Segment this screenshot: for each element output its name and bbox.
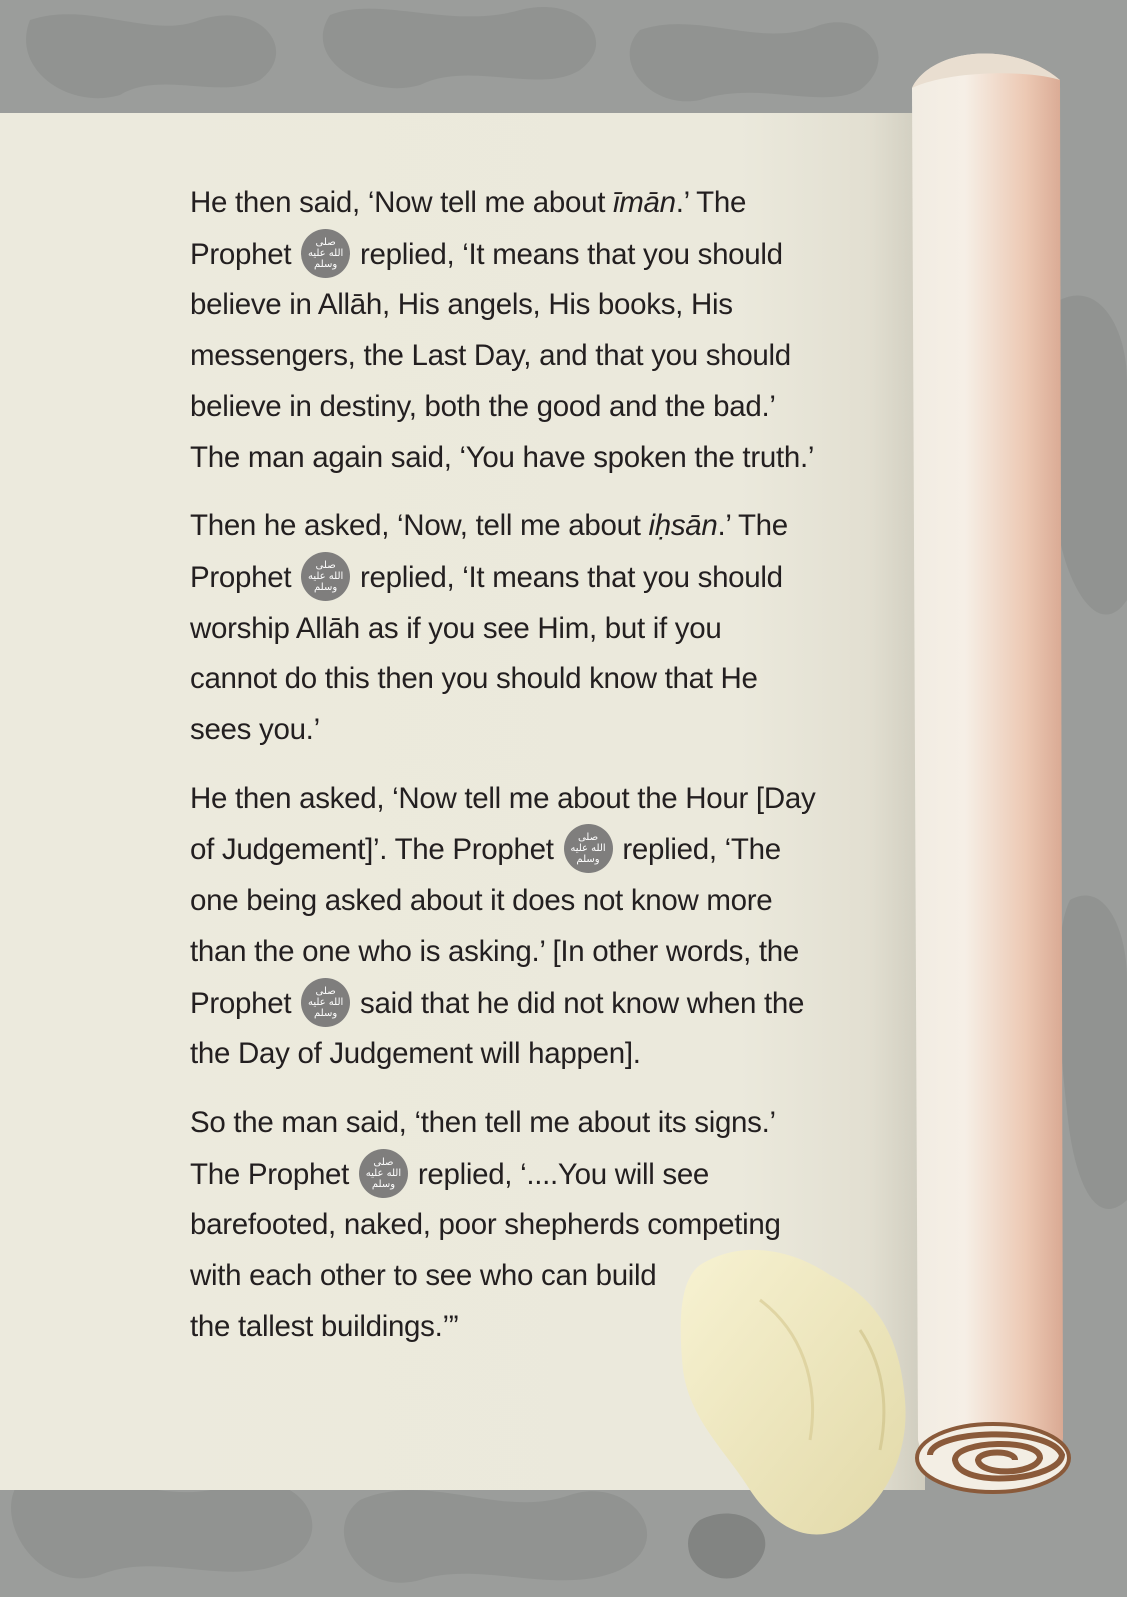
salawat-calligraphy-icon: صلى الله عليه وسلم	[301, 978, 350, 1027]
text-line: cannot do this then you should know that He	[190, 662, 758, 696]
text-line: The man again said, ‘You have spoken the truth.’	[190, 440, 815, 474]
text-line: with each other to see who can build	[190, 1259, 657, 1293]
text-line: of Judgement]’. The Prophet صلى الله عليه وسلم replied, ‘The	[190, 824, 870, 876]
story-text	[190, 178, 870, 1370]
text-line: The Prophet صلى الله عليه وسلم replied, ‘....You will see	[190, 1149, 870, 1201]
paragraph-hour	[190, 774, 870, 1080]
text-line: Prophet صلى الله عليه وسلم replied, ‘It means that you should	[190, 552, 870, 604]
text-line: barefooted, naked, poor shepherds competing	[190, 1208, 781, 1242]
paragraph-signs	[190, 1098, 870, 1353]
text-line: So the man said, ‘then tell me about its signs.’	[190, 1105, 776, 1139]
text-line: the tallest buildings.’”	[190, 1309, 459, 1343]
salawat-calligraphy-icon: صلى الله عليه وسلم	[301, 229, 350, 278]
text-line: He then said, ‘Now tell me about īmān.’ The	[190, 186, 747, 219]
text-line: one being asked about it does not know more	[190, 884, 773, 918]
text-line: Then he asked, ‘Now, tell me about iḥsān.’ The	[190, 509, 788, 543]
salawat-calligraphy-icon: صلى الله عليه وسلم	[359, 1149, 408, 1198]
text-line: than the one who is asking.’ [In other words, the	[190, 934, 799, 968]
salawat-calligraphy-icon: صلى الله عليه وسلم	[564, 824, 613, 873]
text-line: believe in Allāh, His angels, His books, His	[190, 288, 733, 322]
text-line: worship Allāh as if you see Him, but if you	[190, 611, 722, 645]
text-line: Prophet صلى الله عليه وسلم said that he did not know when the	[190, 978, 870, 1030]
paragraph-iman	[190, 178, 870, 483]
text-line: the Day of Judgement will happen].	[190, 1037, 641, 1071]
text-line: messengers, the Last Day, and that you should	[190, 339, 791, 373]
paragraph-ihsan	[190, 501, 870, 756]
text-line: He then asked, ‘Now tell me about the Hour [Day	[190, 781, 816, 815]
salawat-calligraphy-icon: صلى الله عليه وسلم	[301, 552, 350, 601]
text-line: Prophet صلى الله عليه وسلم replied, ‘It means that you should	[190, 229, 870, 281]
text-line: believe in destiny, both the good and the bad.’	[190, 389, 776, 423]
text-line: sees you.’	[190, 713, 320, 747]
